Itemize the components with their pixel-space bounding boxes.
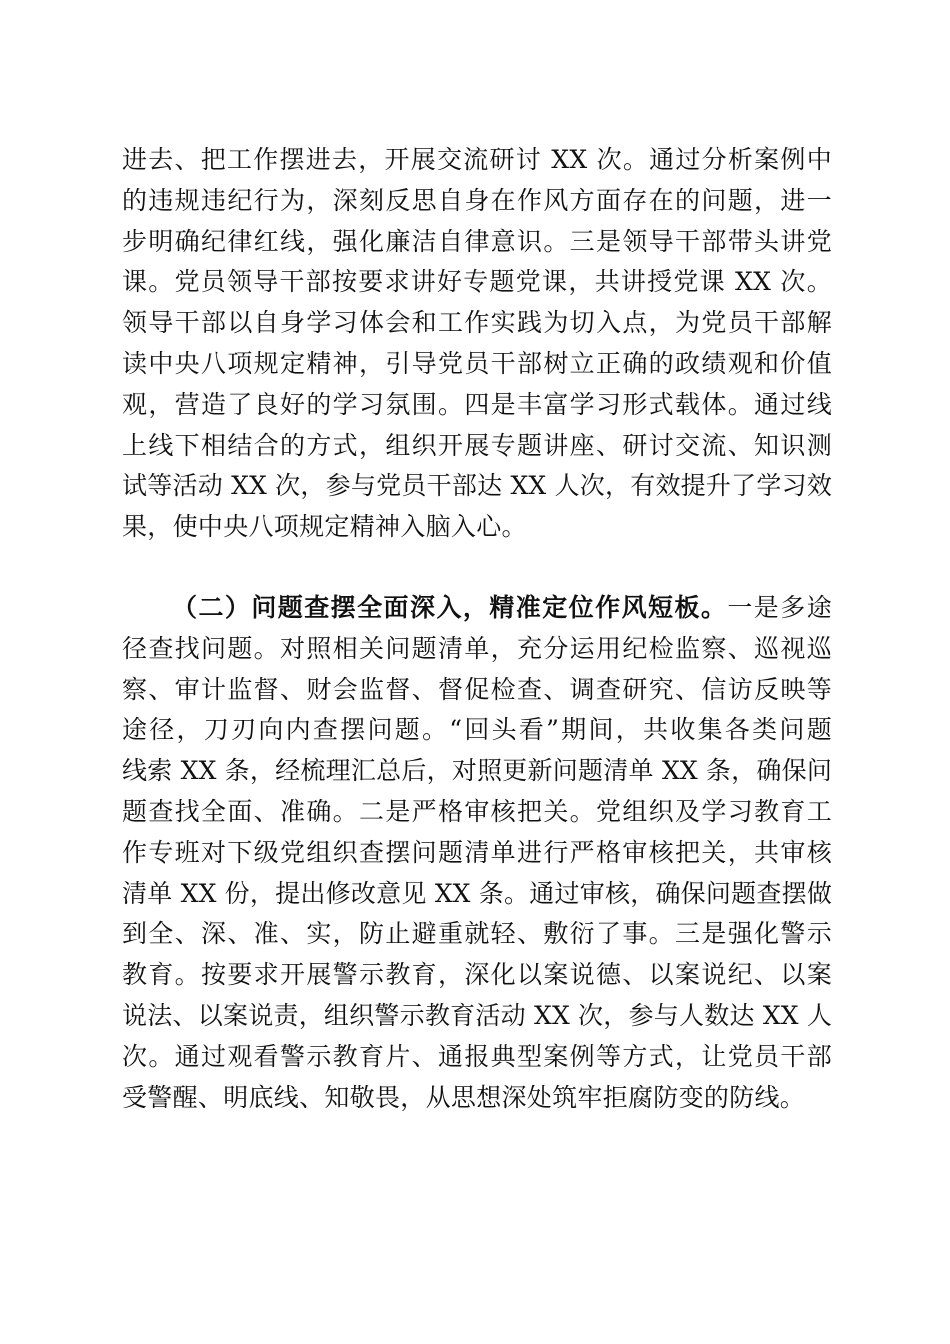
paragraph-line: 果，使中央八项规定精神入脑入心。	[122, 512, 527, 542]
paragraph-line: 教育。按要求开展警示教育，深化以案说德、以案说纪、以案	[122, 960, 832, 990]
paragraph-2	[122, 588, 832, 1118]
paragraph-line: 题查找全面、准确。二是严格审核把关。党组织及学习教育工	[122, 796, 832, 826]
paragraph-line: 步明确纪律红线，强化廉洁自律意识。三是领导干部带头讲党	[122, 226, 832, 256]
section-heading: （二）问题查摆全面深入，精准定位作风短板。	[172, 593, 728, 622]
paragraph-line: 受警醒、明底线、知敬畏，从思想深处筑牢拒腐防变的防线。	[122, 1082, 806, 1112]
paragraph-line: 说法、以案说责，组织警示教育活动 XX 次，参与人数达 XX 人	[122, 1000, 832, 1030]
paragraph-1	[122, 140, 832, 548]
paragraph-line: 到全、深、准、实，防止避重就轻、敷衍了事。三是强化警示	[122, 919, 832, 949]
paragraph-line: 读中央八项规定精神，引导党员干部树立正确的政绩观和价值	[122, 348, 832, 378]
paragraph-line: 课。党员领导干部按要求讲好专题党课，共讲授党课 XX 次。	[122, 267, 832, 297]
paragraph-line: 径查找问题。对照相关问题清单，充分运用纪检监察、巡视巡	[122, 633, 832, 663]
paragraph-line: 清单 XX 份，提出修改意见 XX 条。通过审核，确保问题查摆做	[122, 878, 832, 908]
paragraph-line: 作专班对下级党组织查摆问题清单进行严格审核把关，共审核	[122, 837, 832, 867]
paragraph-line: 上线下相结合的方式，组织开展专题讲座、研讨交流、知识测	[122, 430, 832, 460]
paragraph-line: 进去、把工作摆进去，开展交流研讨 XX 次。通过分析案例中	[122, 145, 832, 174]
paragraph-line: 试等活动 XX 次，参与党员干部达 XX 人次，有效提升了学习效	[122, 471, 832, 501]
paragraph-line-rest: 一是多途	[727, 593, 832, 622]
paragraph-first-line	[122, 588, 832, 629]
paragraph-line: 途径，刀刃向内查摆问题。“回头看”期间，共收集各类问题	[122, 715, 832, 745]
paragraph-line: 观，营造了良好的学习氛围。四是丰富学习形式载体。通过线	[122, 389, 832, 419]
paragraph-line: 线索 XX 条，经梳理汇总后，对照更新问题清单 XX 条，确保问	[122, 756, 832, 786]
paragraph-line: 察、审计监督、财会监督、督促检查、调查研究、信访反映等	[122, 674, 832, 704]
paragraph-line: 次。通过观看警示教育片、通报典型案例等方式，让党员干部	[122, 1041, 832, 1071]
paragraph-line: 领导干部以自身学习体会和工作实践为切入点，为党员干部解	[122, 308, 832, 338]
paragraph-line: 的违规违纪行为，深刻反思自身在作风方面存在的问题，进一	[122, 185, 832, 215]
